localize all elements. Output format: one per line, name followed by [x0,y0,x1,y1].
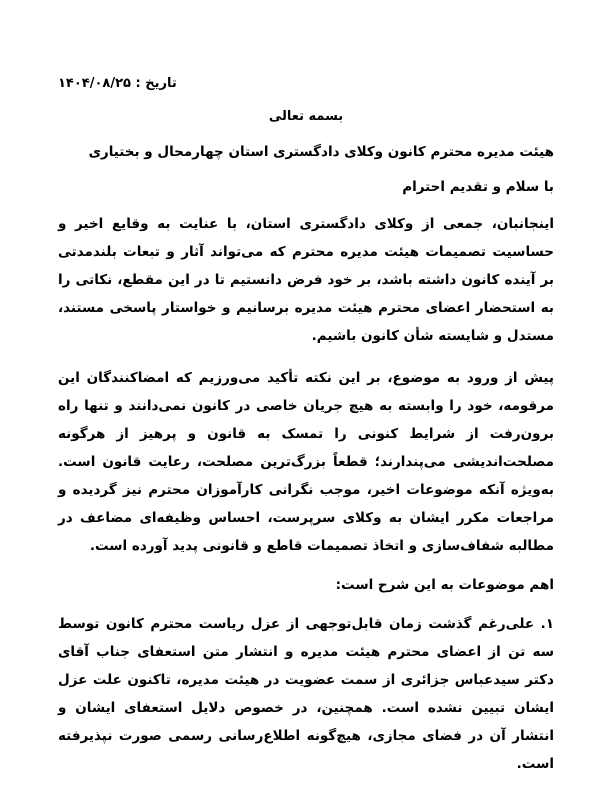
paragraph-preamble: پیش از ورود به موضوع، بر این نکته تأکید می‌ورزیم که امضاکنندگان این مرقومه، خود را وابسته به هیچ جریان خاصی در کانون نمی‌دانند و تنها راه برون‌رفت از شرایط کنونی را تمسک به قانون و پرهیز از هرگونه مصلحت‌اندیشی می‌پندارند؛ قطعاً بزرگ‌ترین مصلحت، رعایت قانون است. به‌ویژه آنکه موضوعات اخیر، موجب نگرانی کارآموزان محترم نیز گردیده و مراجعات مکرر ایشان به وکلای سرپرست، احساس وظیفه‌ای مضاعف در مطالبه شفاف‌سازی و اتخاذ تصمیمات قاطع و قانونی پدید آورده است. [58,370,554,554]
section-heading: اهم موضوعات به این شرح است: [335,577,554,593]
paragraph-intro: اینجانبان، جمعی از وکلای دادگستری استان، با عنایت به وقایع اخیر و حساسیت تصمیمات هیئت مدیره محترم که می‌تواند آثار و تبعات بلندمدتی بر آینده کانون داشته باشد، بر خود فرض دانستیم تا در این مقطع، نکاتی را به استحضار اعضای محترم هیئت مدیره برسانیم و خواستار پاسخی مستند، مستدل و شایسته شأن کانون باشیم. [58,216,554,344]
besmeleh-heading: بسمه تعالی [268,109,344,124]
addressee-line: هیئت مدیره محترم کانون وکلای دادگستری استان چهارمحال و بختیاری [88,144,554,160]
letter-date: تاریخ : ۱۴۰۴/۰۸/۲۵ [58,76,177,91]
numbered-item-1: ۱. علی‌رغم گذشت زمان قابل‌توجهی از عزل ریاست محترم کانون توسط سه تن از اعضای محترم هیئت مدیره و انتشار متن استعفای جناب آقای دکتر سیدعباس جزائری از سمت عضویت در هیئت مدیره، تاکنون علت عزل ایشان تبیین نشده است. همچنین، در خصوص دلایل استعفای ایشان و انتشار آن در فضای مجازی، هیچ‌گونه اطلاع‌رسانی رسمی صورت نپذیرفته است. [58,616,554,772]
salutation-line: با سلام و تقدیم احترام [402,179,554,195]
